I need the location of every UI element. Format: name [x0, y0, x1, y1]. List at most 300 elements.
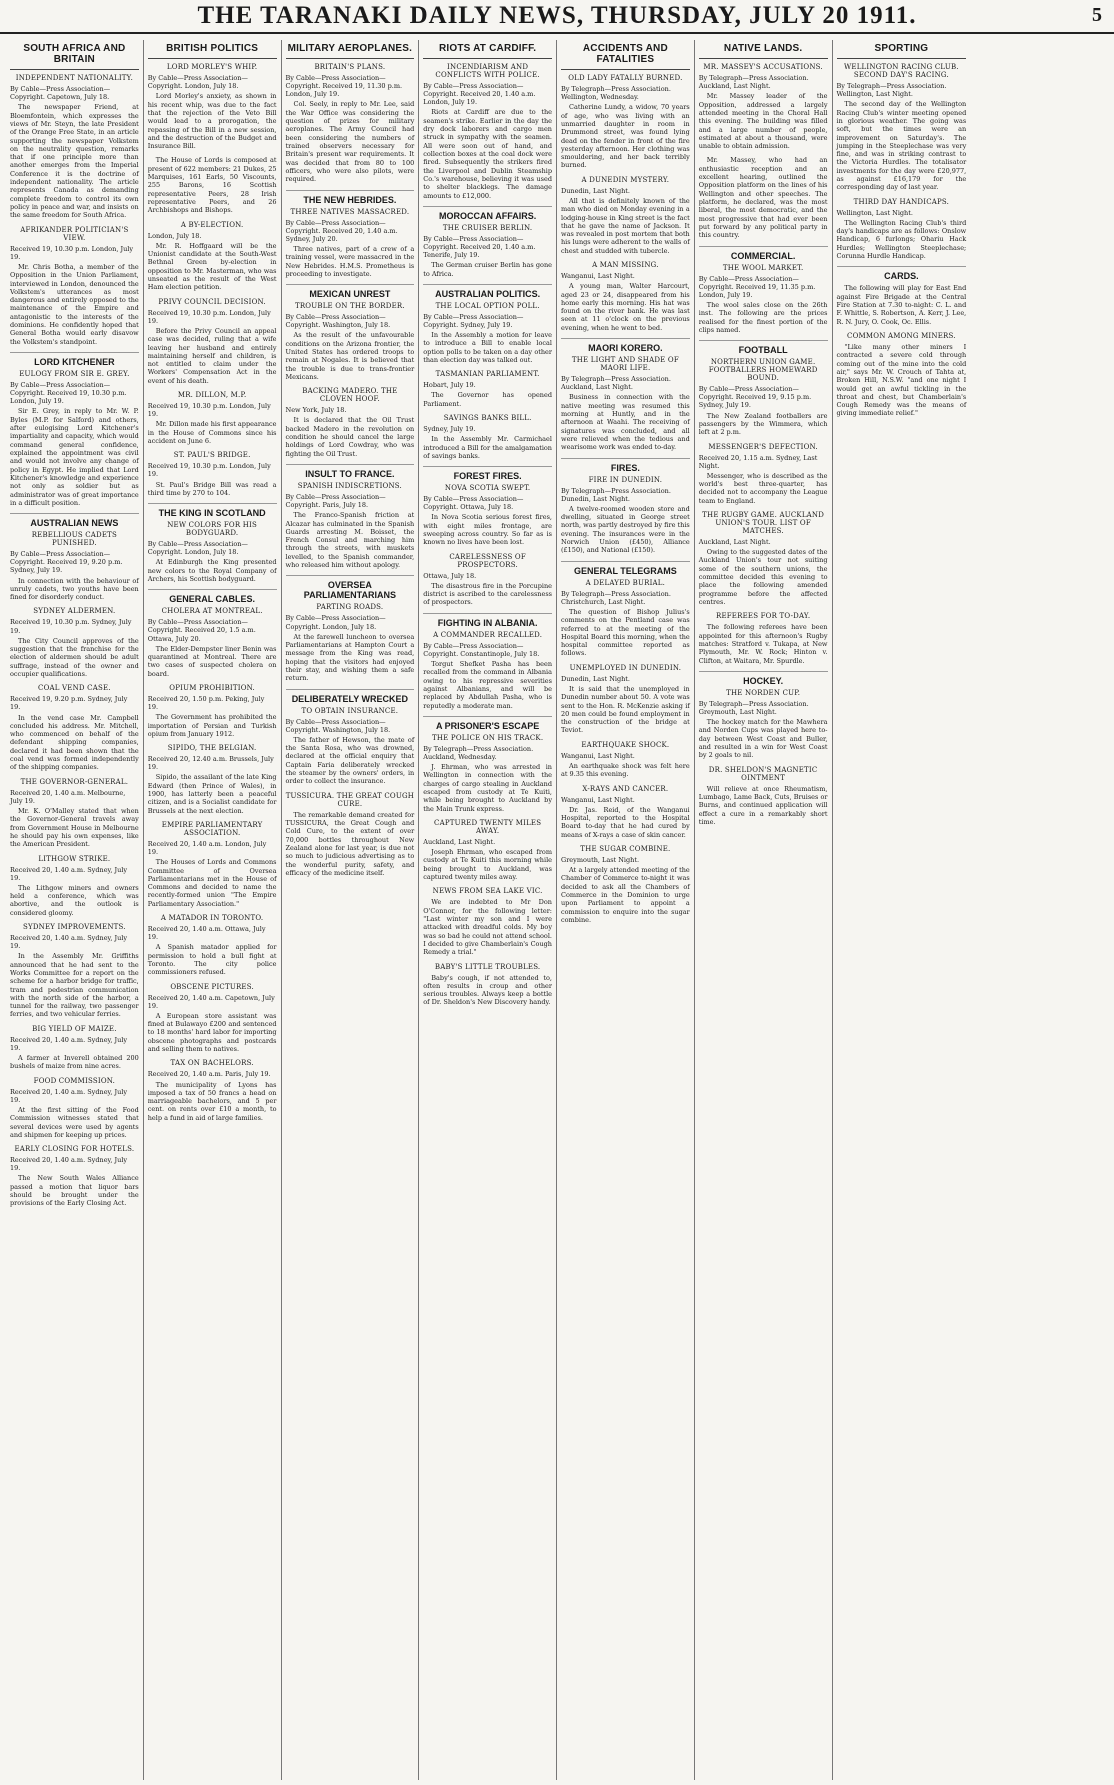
article	[699, 246, 828, 335]
article-subtitle: ST. PAUL'S BRIDGE.	[173, 451, 251, 460]
article-title: AUSTRALIAN NEWS	[10, 513, 139, 528]
column-heading: BRITISH POLITICS	[148, 40, 277, 59]
article-body: Mr. R. Hoffgaard will be the Unionist candidate at the South-West Bethnal Green by-election in opposition to Mr. Masterman, who was unseated as the result of the West Ham election petition.	[147, 241, 277, 292]
article	[699, 511, 828, 606]
article	[699, 340, 828, 436]
article	[561, 261, 690, 332]
article-body: The father of Hewson, the mate of the Santa Rosa, who was drowned, declared at the official enquiry that Captain Faria deliberately wrecked the steamer by the owners' orders, in order to collect the insurance.	[285, 735, 415, 786]
article-dateline: Greymouth, Last Night.	[561, 855, 640, 864]
article	[561, 176, 690, 255]
article	[561, 785, 690, 839]
article-body: The hockey match for the Mawhera and Norden Cups was played here to-day between West Coast and Buller, and resulted in a win for West Coast by 2 goals to nil.	[698, 718, 828, 760]
article-subtitle: A MATADOR IN TORONTO.	[160, 914, 264, 923]
article-body: Will relieve at once Rheumatism, Lumbago, Lame Back, Cuts, Bruises or Burns, and continued application will effect a cure in a remarkably short time.	[698, 784, 828, 826]
article	[423, 819, 552, 881]
article-dateline: Received 20, 1.40 a.m. Melbourne, July 19.	[10, 788, 126, 805]
article-dateline: By Cable—Press Association—Copyright. Sydney, July 19.	[423, 312, 524, 329]
article	[286, 284, 415, 381]
article	[286, 464, 415, 569]
article	[423, 963, 552, 1007]
article-subtitle: UNEMPLOYED IN DUNEDIN.	[569, 663, 682, 672]
article-subtitle: THE WOOL MARKET.	[722, 263, 804, 272]
article-subtitle: THREE NATIVES MASSACRED.	[290, 207, 410, 216]
article-body: Before the Privy Council an appeal case was decided, ruling that a wife leaving her husband and entirely maintaining herself and children, is not entitled to claim under the Workers' Compensation Act in the event of his death.	[147, 326, 277, 385]
article-subtitle: INCENDIARISM AND CONFLICTS WITH POLICE.	[435, 63, 540, 79]
article	[10, 778, 139, 849]
article	[561, 845, 690, 924]
article	[699, 612, 828, 665]
article-body: The Wellington Racing Club's third day's handicaps are as follows: Onslow Handicap, 6 furlongs; Ohariu Hack Hurdles; Wellington Steeplechase; Corunna Hurdle Handicap.	[836, 218, 967, 261]
article	[10, 1145, 139, 1208]
article-subtitle: SYDNEY IMPROVEMENTS.	[23, 923, 126, 931]
article-subtitle: THE SUGAR COMBINE.	[580, 844, 671, 853]
column-heading: NATIVE LANDS.	[699, 40, 828, 59]
article-subtitle: THE LOCAL OPTION POLL.	[435, 301, 540, 310]
article-subtitle: SIPIDO, THE BELGIAN.	[167, 744, 257, 753]
article-title: CARDS.	[837, 266, 967, 281]
article-body: A Spanish matador applied for permission to hold a bull fight at Toronto. The city police commissioners refused.	[147, 943, 277, 977]
article-dateline: Received 19, 10.30 p.m. London, July 19.	[147, 462, 271, 479]
article-title: INSULT TO FRANCE.	[286, 464, 415, 479]
article-body: As the result of the unfavourable conditions on the Arizona frontier, the United States has ordered troops to remain at Nogales. It is believed that the trouble is due to trans-frontier Mexicans.	[285, 331, 415, 381]
article	[148, 391, 277, 445]
article-dateline: Received 20, 1.50 p.m. Peking, July 19.	[147, 694, 265, 712]
article-dateline: By Telegraph—Press Association. Auckland, Last Night.	[698, 74, 809, 91]
article-subtitle: A DUNEDIN MYSTERY.	[581, 175, 670, 184]
article-dateline: By Telegraph—Press Association. Wellington, Wednesday.	[561, 85, 671, 102]
article	[423, 613, 552, 710]
article	[148, 63, 277, 150]
article	[286, 575, 415, 682]
article-body: In the Assembly Mr. Griffiths announced that he had sent to the Works Committee for a report on the scheme for a harbor bridge for traffic, tram and pedestrian communication with the north side of the harbor, a tunnel for the railway, two passenger ferries, and two vehicular ferries.	[10, 952, 139, 1019]
article-subtitle: SYDNEY ALDERMEN.	[33, 607, 116, 616]
article-body: Lord Morley's anxiety, as shown in his recent whip, was due to the fact that the rejection of the Veto Bill would lead to a prorogation, the repassing of the Bill in a new session, and the destruction of the Budget and Insurance Bill.	[147, 92, 277, 151]
article-subtitle: REFEREES FOR TO-DAY.	[715, 612, 811, 621]
article-dateline: Received 20, 1.40 a.m. Paris, July 19.	[147, 1070, 271, 1079]
article-subtitle: BRITAIN'S PLANS.	[314, 63, 386, 71]
article	[423, 466, 552, 547]
article-dateline: Wanganui, Last Night.	[561, 795, 635, 804]
article-title: OVERSEA PARLIAMENTARIANS	[286, 575, 415, 600]
article-dateline: By Cable—Press Association—Copyright. Received 19, 11.35 p.m. London, July 19.	[698, 274, 816, 299]
article-dateline: By Telegraph—Press Association. Auckland, Wednesday.	[423, 744, 534, 761]
article	[423, 553, 552, 607]
article	[148, 914, 277, 977]
column-3	[282, 40, 420, 1780]
article-body: We are indebted to Mr Don O'Connor, for the following letter: "Last winter my son and I were attacked with dreadful colds. My boy was so bad he could not attend school. I decided to give Chamberlain's Cough Remedy a trial."	[423, 898, 552, 957]
article-body: In the Assembly Mr. Carmichael introduced a Bill for the amalgamation of savings banks.	[423, 435, 552, 460]
article-body: The Lithgow miners and owners held a conference, which was abortive, and the outlook is considered gloomy.	[10, 883, 139, 917]
article-body: "Like many other miners I contracted a severe cold through coming out of the mine into the cold air," says Mr. W. Crouch of Tahta at, Broken Hill, N.S.W. "and one night I would get an awful tickling in the throat and chest, but Chamberlain's Cough Remedy was the means of giving immediate relief."	[836, 342, 967, 418]
article-dateline: Received 20, 1.40 a.m. London, July 19.	[147, 839, 267, 857]
article-title: THE KING IN SCOTLAND	[148, 503, 277, 518]
article-title: GENERAL TELEGRAMS	[561, 561, 690, 576]
article-dateline: By Cable—Press Association—Copyright. Received 19, 10.30 p.m. London, July 19.	[10, 381, 127, 406]
article-subtitle: SAVINGS BANKS BILL.	[443, 414, 532, 423]
article	[148, 744, 277, 815]
article	[837, 63, 967, 192]
article	[148, 221, 277, 292]
article	[148, 589, 277, 678]
article	[10, 607, 139, 678]
article	[148, 156, 277, 214]
article	[148, 1059, 277, 1122]
article	[561, 74, 690, 170]
article-subtitle: THE NORDEN CUP.	[726, 688, 801, 697]
article-subtitle: BABY'S LITTLE TROUBLES.	[434, 962, 541, 971]
article	[423, 370, 552, 408]
article-subtitle: NEW COLORS FOR HIS BODYGUARD.	[167, 521, 258, 538]
article-dateline: Wanganui, Last Night.	[561, 751, 635, 760]
article-body: Mr. Massey leader of the Opposition, addressed a largely attended meeting in the Choral Hall this evening. The building was filled and a large number of people, estimated at about a thousand, were unable to obtain admission.	[698, 92, 828, 151]
article	[148, 684, 277, 738]
article-title: AUSTRALIAN POLITICS.	[423, 284, 552, 299]
article-subtitle: CHOLERA AT MONTREAL.	[161, 607, 263, 616]
article-title: FOREST FIRES.	[423, 466, 552, 481]
article	[561, 338, 690, 451]
article-subtitle: FIRE IN DUNEDIN.	[588, 475, 663, 484]
article-subtitle: TO OBTAIN INSURANCE.	[301, 706, 399, 715]
article-title: MOROCCAN AFFAIRS.	[423, 206, 552, 221]
article	[10, 855, 139, 918]
article-subtitle: TROUBLE ON THE BORDER.	[294, 302, 405, 311]
article-subtitle: REBELLIOUS CADETS PUNISHED.	[31, 531, 118, 548]
article	[10, 1025, 139, 1071]
article-body: It is said that the unemployed in Dunedin number about 50. A vote was sent to the Hon. R. McKenzie asking if 20 men could be found employment in the construction of the bridge at Teviot.	[561, 684, 690, 735]
article-dateline: Wellington, Last Night.	[836, 208, 913, 217]
article-subtitle: THIRD DAY HANDICAPS.	[853, 197, 950, 206]
article-body: Business in connection with the native meeting was resumed this morning at Huntly, and in the afternoon at Waahi. The receiving of signatures was concluded, and all were relieved when the tedious and wearisome work was ended to-day.	[561, 393, 690, 452]
article-body: Owing to the suggested dates of the Auckland Union's tour not suiting some of the southern unions, the committee decided this evening to place the following amended programme before the affected centres.	[698, 548, 828, 606]
article-subtitle: A MAN MISSING.	[592, 261, 659, 270]
article-body: Baby's cough, if not attended to, often results in croup and other serious troubles. Always keep a bottle of Dr. Sheldon's New Discovery handy.	[423, 973, 552, 1007]
article-subtitle: MESSENGER'S DEFECTION.	[708, 442, 818, 451]
column-heading: ACCIDENTS AND FATALITIES	[561, 40, 690, 70]
article-body: The following referees have been appointed for this afternoon's Rugby matches: Stratford v. Tukapa, at New Plymouth, Mr. W. Rock; Hinton v. Clifton, at Waitara, Mr. Spurdle.	[698, 623, 828, 665]
article-dateline: By Telegraph—Press Association. Auckland, Last Night.	[561, 375, 671, 392]
article-subtitle: INDEPENDENT NATIONALITY.	[15, 74, 134, 82]
article	[699, 671, 828, 760]
article-body: The German cruiser Berlin has gone to Africa.	[423, 261, 552, 278]
article-body: Dr. Jas. Reid, of the Wanganui Hospital, reported to the Hospital Board to-day that he had cured by means of X-rays a case of skin cancer.	[561, 805, 690, 839]
column-1	[6, 40, 144, 1780]
page-number: 5	[1092, 4, 1102, 26]
article-title: A PRISONER'S ESCAPE	[423, 716, 552, 731]
article-body: The Houses of Lords and Commons Committee of Oversea Parliamentarians met in the House of Commons and decided to name the recently-formed union "The Empire Parliamentary Association."	[147, 858, 277, 908]
article	[10, 352, 139, 507]
article-dateline: Received 20, 1.40 a.m. Sydney, July 19.	[10, 865, 128, 882]
article	[561, 561, 690, 658]
article-dateline: By Cable—Press Association—Copyright. Ottawa, July 18.	[423, 495, 524, 512]
article-dateline: By Cable—Press Association—Copyright. Received 20, 1.40 a.m. London, July 19.	[423, 82, 536, 107]
article-subtitle: PARTING ROADS.	[316, 603, 384, 612]
article-dateline: By Cable—Press Association—Copyright. Capetown, July 18.	[10, 85, 111, 102]
article-body: Messenger, who is described as the world's best three-quarter, has decided not to accompany the League team to England.	[698, 471, 828, 505]
article-dateline: Received 19, 10.30 p.m. London, July 19.	[147, 308, 271, 325]
article-body: In the Assembly a motion for leave to introduce a Bill to enable local option polls to be taken on a day other than election day was talked out.	[423, 331, 552, 364]
article-dateline: By Cable—Press Association—Copyright. Received 20, 1.40 a.m. Tenerife, July 19.	[423, 234, 536, 260]
article-title: LORD KITCHENER	[10, 352, 139, 367]
article-dateline: By Cable—Press Association—Copyright. Received 20, 1.5 a.m. Ottawa, July 20.	[147, 618, 256, 643]
article-dateline: By Cable—Press Association—Copyright. Received 19, 9.15 p.m. Sydney, July 19.	[698, 385, 812, 410]
column-2	[144, 40, 282, 1780]
article-dateline: Received 20, 1.40 a.m. Ottawa, July 19.	[147, 925, 266, 942]
article-dateline: By Telegraph—Press Association. Wellington, Last Night.	[836, 82, 947, 99]
article-subtitle: CAPTURED TWENTY MILES AWAY.	[434, 818, 542, 835]
article-subtitle: THE POLICE ON HIS TRACK.	[432, 733, 544, 742]
article-body: The disastrous fire in the Porcupine district is ascribed to the carelessness of prospectors.	[423, 581, 552, 607]
column-4	[419, 40, 557, 1780]
article	[148, 298, 277, 385]
article-title: GENERAL CABLES.	[148, 589, 277, 604]
article-title: FIRES.	[561, 458, 690, 473]
article-body: The House of Lords is composed at present of 622 members: 21 Dukes, 25 Marquises, 161 Earls, 50 Viscounts, 255 Barons, 16 Scottish representative Peers, 28 Irish representative Peers, and 26 Archbishops and Bishops.	[147, 156, 277, 215]
article-dateline: Received 19, 10.30 p.m. Sydney, July 19.	[10, 618, 132, 635]
column-7	[833, 40, 971, 1780]
article	[699, 443, 828, 506]
article-subtitle: SPANISH INDISCRETIONS.	[297, 481, 402, 490]
column-heading: MILITARY AEROPLANES.	[286, 40, 415, 59]
article-body: The Franco-Spanish friction at Alcazar has culminated in the Spanish Guards arresting M. Boisset, the French Consul and marching him through the streets, with muskets levelled, to the Spanish commander, who released him without apology.	[285, 511, 415, 570]
article-body: In connection with the behaviour of unruly cadets, two youths have been fined for disorderly conduct.	[10, 576, 139, 602]
article-body: In the vend case Mr. Campbell concluded his address. Mr. Mitchell, who commenced on behalf of the defendant shipping companies, declared it had been shown that the coal vend was formed independently of the shipping companies.	[10, 713, 139, 772]
article-body: The Government has prohibited the importation of Persian and Turkish opium from January 1912.	[147, 713, 277, 738]
column-6	[695, 40, 833, 1780]
article-body: A twelve-roomed wooden store and dwelling, situated in George street north, was partly destroyed by fire this evening. The insurances were in the Norwich Union (£450), Alliance (£150), and National (£150).	[561, 504, 690, 555]
article-body: A farmer at Inverell obtained 200 bushels of maize from nine acres.	[10, 1054, 139, 1071]
article	[423, 284, 552, 365]
article	[561, 664, 690, 735]
article-body: The New South Wales Alliance passed a motion that liquor bars should be brought under the provisions of the Early Closing Act.	[10, 1174, 139, 1208]
article-dateline: Received 19, 10.30 p.m. London, July 19.	[10, 244, 134, 261]
article	[837, 198, 967, 261]
article-dateline: Auckland, Last Night.	[698, 538, 771, 546]
article	[699, 63, 828, 150]
article-dateline: Received 20, 1.40 a.m. Sydney, July 19.	[10, 1087, 128, 1104]
article	[561, 458, 690, 555]
article	[10, 1077, 139, 1140]
article-body: Three natives, part of a crew of a training vessel, were massacred in the New Hebrides. H.M.S. Prometheus is proceeding to investigate.	[285, 244, 415, 278]
article-body: At Edinburgh the King presented new colors to the Royal Company of Archers, his Scottish bodyguard.	[147, 558, 277, 583]
masthead	[0, 0, 1114, 34]
article-subtitle: TUSSICURA. THE GREAT COUGH CURE.	[285, 791, 415, 808]
article-subtitle: PRIVY COUNCIL DECISION.	[158, 297, 266, 306]
article-body: Riots at Cardiff are due to the seamen's strike. Earlier in the day the dry dock laborers and cargo men struck in sympathy with the seamen. All were soon out of hand, and collection boxes at the coal dock were fired. Subsequently the strikers fired the Liverpool and Dublin Steamship Co.'s warehouse, believing it was used to shelter blacklegs. The damage amounts to £12,000.	[423, 108, 552, 200]
article-dateline: Auckland, Last Night.	[423, 837, 496, 846]
article-subtitle: LITHGOW STRIKE.	[38, 854, 111, 863]
article	[148, 983, 277, 1054]
article-subtitle: BIG YIELD OF MAIZE.	[32, 1024, 117, 1033]
article-dateline: By Telegraph—Press Association. Christchurch, Last Night.	[561, 589, 671, 606]
article-dateline: Received 19, 9.20 p.m. Sydney, July 19.	[10, 695, 128, 712]
article-subtitle: A DELAYED BURIAL.	[585, 578, 666, 587]
article-subtitle: TASMANIAN PARLIAMENT.	[435, 370, 540, 379]
article-dateline: Received 20, 1.40 a.m. Sydney, July 19.	[10, 1035, 128, 1052]
article-dateline: Received 20, 1.15 a.m. Sydney, Last Night.	[698, 453, 818, 470]
article-subtitle: WELLINGTON RACING CLUB. SECOND DAY'S RACING.	[844, 63, 959, 79]
article-body: Mr. Chris Botha, a member of the Opposition in the Union Parliament, interviewed in London, denounced the Volkstem's utterances as most dangerous and entirely opposed to the maintenance of the Empire and antagonistic to the interests of the dominions. He confidently hoped that General Botha would early disavow the Volkstem's standpoint.	[10, 262, 139, 346]
article-body: The City Council approves of the suggestion that the franchise for the election of aldermen should be adult suffrage, instead of the owner and occupier qualifications.	[10, 636, 139, 678]
article-subtitle: TAX ON BACHELORS.	[170, 1059, 254, 1068]
article	[10, 684, 139, 771]
article-body: Mr. K. O'Malley stated that when the Governor-General travels away from Government House in Melbourne he should pay his own expenses, like the American President.	[10, 806, 139, 849]
article	[10, 923, 139, 1019]
article-title: DELIBERATELY WRECKED	[286, 689, 415, 704]
article	[148, 503, 277, 583]
article-body: At the farewell luncheon to oversea Parliamentarians at Hampton Court a message from the King was read, hoping that the visitors had enjoyed their stay, and wishing them a safe return.	[285, 632, 415, 683]
article-subtitle: THE CRUISER BERLIN.	[442, 223, 533, 232]
article-title: MAORI KORERO.	[561, 338, 690, 353]
article-body: At a largely attended meeting of the Chamber of Commerce to-night it was decided to ask all the Chambers of Commerce in the Dominion to urge upon Parliament to appoint a commission to enquire into the sugar combine.	[561, 866, 690, 924]
article	[423, 887, 552, 956]
article-dateline: Received 20, 12.40 a.m. Brussels, July 19.	[147, 755, 274, 772]
article-subtitle: COAL VEND CASE.	[38, 684, 111, 693]
article-body: Catherine Lundy, a widow, 70 years of age, who was living with an unmarried daughter in room in Drummond street, was found lying dead on the fender in front of the fire yesterday afternoon. Her clothing was smouldering, and her back terribly burned.	[561, 103, 690, 170]
article-dateline: New York, July 18.	[285, 406, 347, 415]
article-subtitle: NEWS FROM SEA LAKE VIC.	[432, 887, 543, 896]
article-dateline: By Cable—Press Association—Copyright. Washington, July 18.	[285, 313, 391, 330]
article-body: At the first sitting of the Food Commission witnesses stated that several devices were used by agents and shipmen for keeping up prices.	[10, 1105, 139, 1139]
article-subtitle: OLD LADY FATALLY BURNED.	[568, 74, 683, 82]
article-body: All that is definitely known of the man who died on Monday evening in a lodging-house in King street is the fact that he gave the name of Jackson. It was revealed in post mortem that both his lungs were adherent to the walls of chest and studded with tubercle.	[561, 196, 690, 255]
article-body: Col. Seely, in reply to Mr. Lee, said the War Office was considering the question of prizes for military aeroplanes. The Army Council had been considering the numbers of trained observers necessary for Britain's present war requirements. It was decided that from 80 to 100 officers, who were also pilots, were required.	[285, 100, 415, 184]
article-subtitle: A BY-ELECTION.	[180, 220, 244, 229]
article	[423, 716, 552, 813]
article-dateline: By Cable—Press Association—Copyright. Received 20, 1.40 a.m. Sydney, July 20.	[285, 218, 398, 243]
article-subtitle: X-RAYS AND CANCER.	[582, 784, 669, 793]
article-dateline: By Cable—Press Association—Copyright. London, July 18.	[147, 540, 248, 557]
article-subtitle: MR. MASSEY'S ACCUSATIONS.	[703, 63, 823, 71]
article-body: The remarkable demand created for TUSSICURA, the Great Cough and Cold Cure, to the extent of over 70,000 bottles throughout New Zealand alone for last year, is due not so much to judicious advertising as to the wonderful purity, safety, and efficacy of the medicine itself.	[285, 810, 415, 877]
article-subtitle: DR. SHELDON'S MAGNETIC OINTMENT	[708, 765, 818, 782]
column-heading: RIOTS AT CARDIFF.	[423, 40, 552, 59]
article-body: The question of Bishop Julius's comments on the Pentland case was referred to at the meeting of the Hospital Board this morning, when the hospital committee reported as follows.	[561, 607, 690, 658]
article-body: Torgut Shefket Pasha has been recalled from the command in Albania owing to his repressive severities against Albanians, and will be replaced by Abdullah Pasha, who is reputedly a moderate man.	[423, 659, 552, 710]
article-dateline: By Cable—Press Association—Copyright. Constantinople, July 18.	[423, 641, 540, 658]
article-subtitle: EARLY CLOSING FOR HOTELS.	[14, 1145, 135, 1154]
article-subtitle: MR. DILLON, M.P.	[177, 391, 247, 400]
article-body: Mr. Massey, who had an enthusiastic reception and an excellent hearing, outlined the Opposition platform on the lines of his Wellington and other speeches. The platform, he declared, was the most liberal, the most democratic, and the most progressive that had ever been put forward by any political party in this country.	[698, 156, 828, 240]
article-dateline: By Cable—Press Association—Copyright. Washington, July 18.	[285, 717, 391, 734]
article-dateline: Wanganui, Last Night.	[561, 272, 635, 281]
article-body: St. Paul's Bridge Bill was read a third time by 270 to 104.	[147, 480, 277, 497]
article-subtitle: OPIUM PROHIBITION.	[169, 683, 255, 692]
article-title: HOCKEY.	[699, 671, 828, 686]
article	[286, 689, 415, 786]
article-dateline: Received 20, 1.40 a.m. Capetown, July 19.	[147, 993, 275, 1010]
article-dateline: By Cable—Press Association—Copyright. Received 19, 11.30 p.m. London, July 19.	[285, 74, 403, 99]
article	[837, 332, 967, 418]
article-body: A young man, Walter Harcourt, aged 23 or 24, disappeared from his home early this morning. His hat was found on the river bank. He was last seen at 11 o'clock on the previous evening, when he went to bed.	[561, 282, 690, 332]
article-dateline: By Cable—Press Association—Copyright. London, July 18.	[285, 614, 386, 631]
article-body: The Governor has opened Parliament.	[423, 391, 552, 408]
article-body: The second day of the Wellington Racing Club's winter meeting opened in glorious weather. The going was soft, but the times were an improvement on Saturday's. The jumping in the Steeplechase was very fine, and was in striking contrast to the Victoria Hurdles. The totalisator investments for the day were £20,977, as against £16,179 for the corresponding day of last year.	[836, 100, 967, 192]
article	[10, 74, 139, 220]
column-5	[557, 40, 695, 1780]
article-subtitle: AFRIKANDER POLITICIAN'S VIEW.	[20, 225, 129, 242]
columns	[6, 40, 1108, 1780]
article-title: FOOTBALL	[699, 340, 828, 355]
article	[837, 266, 967, 326]
article-body: In Nova Scotia serious forest fires, with eight miles frontage, are sweeping across country. So far as is known no lives have been lost.	[423, 513, 552, 547]
article-title: FIGHTING IN ALBANIA.	[423, 613, 552, 628]
article	[423, 63, 552, 200]
article	[699, 766, 828, 827]
article	[10, 226, 139, 346]
article-body: Mr. Dillon made his first appearance in the House of Commons since his accident on June 6.	[147, 420, 277, 445]
article-subtitle: EULOGY FROM SIR E. GREY.	[19, 370, 130, 378]
article-subtitle: COMMON AMONG MINERS.	[847, 331, 956, 340]
article	[286, 792, 415, 878]
newspaper-title: THE TARANAKI DAILY NEWS, THURSDAY, JULY 20 1911.	[197, 2, 917, 29]
article-subtitle: LORD MORLEY'S WHIP.	[166, 63, 258, 71]
article-subtitle: THE GOVERNOR-GENERAL.	[20, 777, 129, 786]
article-body: The municipality of Lyons has imposed a tax of 50 francs a head on marriageable bachelors, and 5 per cent. on rents over £10 a month, to help a fund in aid of large families.	[147, 1080, 277, 1122]
article-subtitle: NOVA SCOTIA SWEPT.	[444, 484, 531, 493]
column-heading: SOUTH AFRICA AND BRITAIN	[10, 40, 139, 70]
article	[10, 513, 139, 601]
article-dateline: Sydney, July 19.	[423, 425, 476, 434]
article-dateline: By Cable—Press Association—Copyright. Paris, July 18.	[285, 492, 386, 510]
article-body: Joseph Ehrman, who escaped from custody at Te Kuiti this morning while being brought to Auckland, was captured twenty miles away.	[423, 848, 552, 881]
article-body: It is declared that the Oil Trust backed Madero in the revolution on condition he should cancel the large holdings of Lord Cowdray, who was fighting the Oil Trust.	[285, 416, 415, 458]
article-subtitle: NORTHERN UNION GAME. FOOTBALLERS HOMEWARD BOUND.	[708, 358, 818, 383]
article-subtitle: FOOD COMMISSION.	[33, 1076, 116, 1085]
article-title: COMMERCIAL.	[699, 246, 828, 261]
article-body: A European store assistant was fined at Bulawayo £200 and sentenced to 18 months' hard labor for importing obscene photographs and postcards and selling them to natives.	[147, 1011, 277, 1054]
article-subtitle: EMPIRE PARLIAMENTARY ASSOCIATION.	[161, 820, 263, 837]
article-dateline: Hobart, July 19.	[423, 381, 476, 390]
article	[148, 451, 277, 497]
article	[286, 190, 415, 279]
article	[286, 63, 415, 184]
article-body: J. Ehrman, who was arrested in Wellington in connection with the charges of cargo stealing in Auckland escaped from custody at Te Kuiti, while being brought to Auckland by the Main Trunk express.	[423, 763, 552, 813]
article-body: The New Zealand footballers are passengers by the Wimmera, which left at 2 p.m.	[698, 411, 828, 437]
article-dateline: By Cable—Press Association—Copyright. Received 19, 9.20 p.m. Sydney, July 19.	[10, 550, 123, 575]
article-body: Sipido, the assailant of the late King Edward (then Prince of Wales), in 1900, has latterly been a peaceful citizen, and is a Socialist candidate for Brussels at the next election.	[147, 773, 277, 815]
article-subtitle: OBSCENE PICTURES.	[170, 982, 254, 991]
article-subtitle: EARTHQUAKE SHOCK.	[581, 740, 670, 749]
article-title: MEXICAN UNREST	[286, 284, 415, 299]
article-dateline: Ottawa, July 18.	[423, 571, 477, 580]
article-body: An earthquake shock was felt here at 9.35 this evening.	[561, 761, 690, 779]
article-dateline: Received 20, 1.40 a.m. Sydney, July 19.	[10, 934, 128, 951]
article	[148, 821, 277, 908]
article-body: The wool sales close on the 26th inst. The following are the prices realised for the finest portion of the clips named.	[698, 300, 828, 334]
article	[423, 206, 552, 278]
article-dateline: By Telegraph—Press Association. Dunedin, Last Night.	[561, 486, 671, 503]
column-heading: SPORTING	[837, 40, 967, 59]
article-dateline: By Cable—Press Association—Copyright. London, July 18.	[147, 74, 248, 91]
article-dateline: London, July 18.	[147, 231, 202, 240]
article-title: THE NEW HEBRIDES.	[286, 190, 415, 205]
article-subtitle: THE RUGBY GAME. AUCKLAND UNION'S TOUR. LIST OF MATCHES.	[702, 511, 825, 535]
article-subtitle: THE LIGHT AND SHADE OF MAORI LIFE.	[571, 356, 679, 373]
article-body: Sir E. Grey, in reply to Mr. W. P. Byles (M.P. for Salford) and others, after eulogising Lord Kitchener's impartiality and capacity, which would command general confidence, explained the appointment was civil and would not involve any change of policy in Egypt. He implied that Lord Kitchener's knowledge and experience not only as soldier but as administrator was of great importance in a difficult position.	[10, 407, 139, 507]
article-subtitle: CARELESSNESS OF PROSPECTORS.	[449, 552, 526, 569]
article-subtitle: A COMMANDER RECALLED.	[433, 630, 543, 639]
article-dateline: Received 19, 10.30 p.m. London, July 19.	[147, 402, 271, 419]
article-dateline: By Telegraph—Press Association. Greymouth, Last Night.	[698, 699, 809, 716]
article	[286, 387, 415, 458]
article	[423, 414, 552, 460]
article-subtitle: BACKING MADERO. THE CLOVEN HOOF.	[302, 387, 398, 404]
article	[699, 156, 828, 239]
article-body: The Elder-Dempster liner Benin was quarantined at Montreal. There are two cases of suspected cholera on board.	[147, 644, 277, 678]
article-body: The following will play for East End against Fire Brigade at the Central Fire Station at 7.30 to-night: C. L. and F. Whittle, S. Robertson, A. Kerr, J. Lee, R. N. Jury, O. Cook, Oc. Ellis.	[836, 284, 967, 326]
article	[561, 741, 690, 779]
article-dateline: Dunedin, Last Night.	[561, 186, 630, 195]
